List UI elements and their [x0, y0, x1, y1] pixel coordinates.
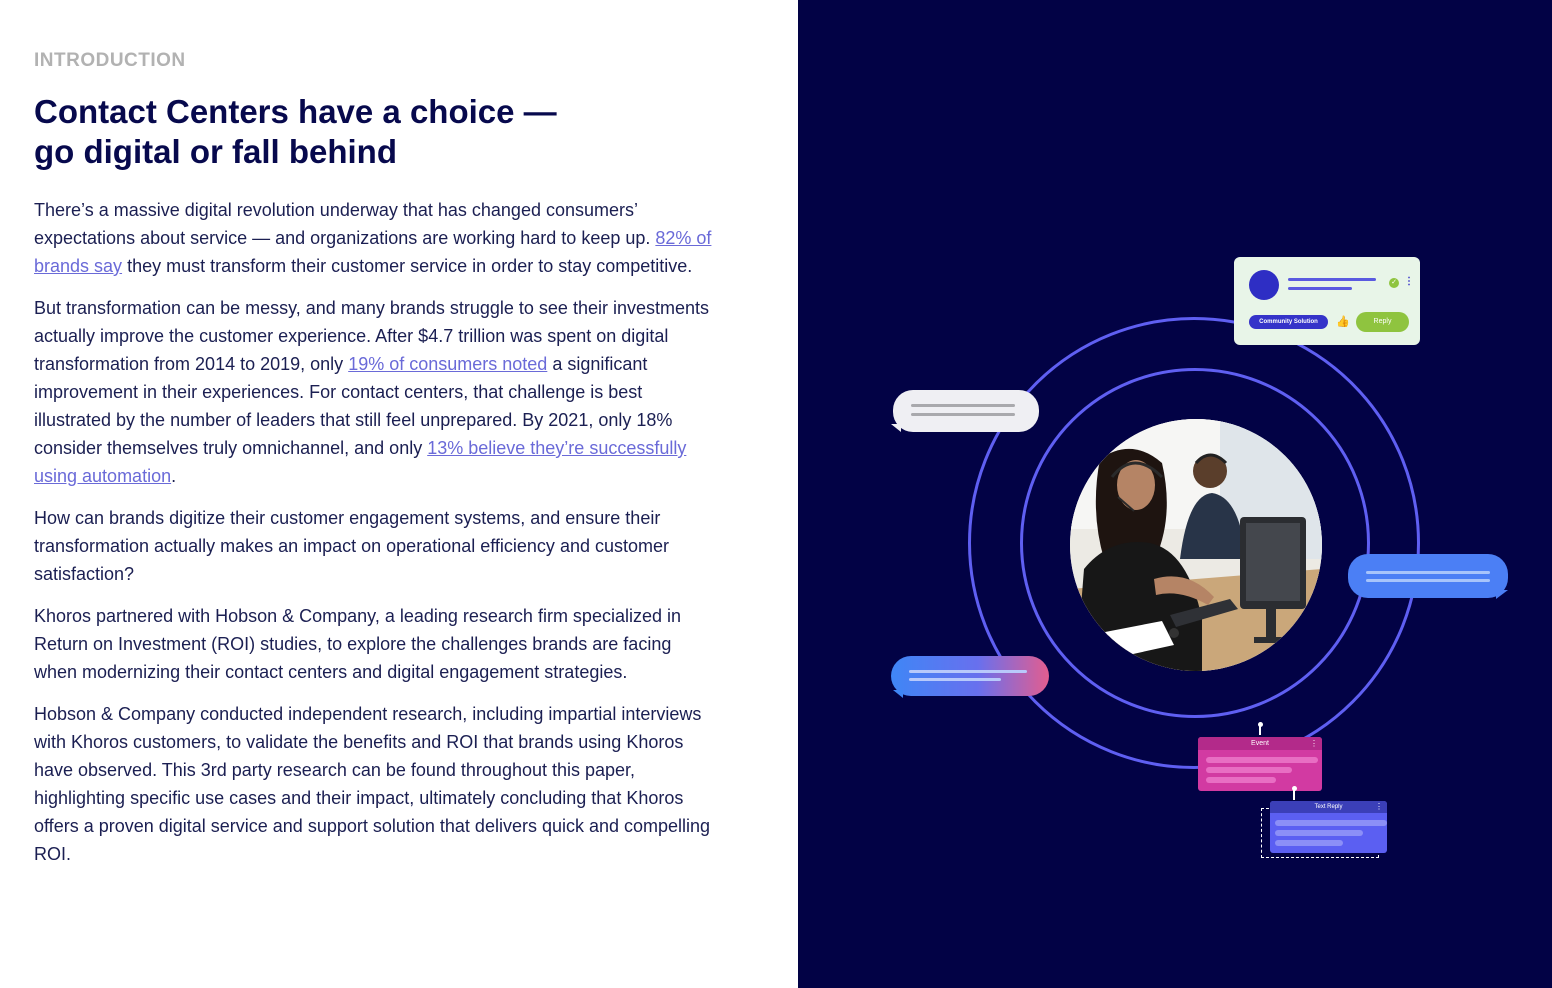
- community-solution-tag: Community Solution: [1249, 315, 1328, 329]
- more-icon: ⋮: [1310, 739, 1318, 748]
- text-reply-label: Text Reply: [1314, 804, 1343, 810]
- bubble-line: [911, 404, 1015, 407]
- paragraph-2-text-middle: a significant improvement in their experiences. For contact centers, that challenge is best illustrated by the number of leaders that still feel unprepared. By 2021, only 18% consider themselves truly omnichannel, and only: [34, 354, 673, 458]
- link-82-percent-brands[interactable]: 82% of brands say: [34, 228, 712, 276]
- text-reply-header: [1270, 801, 1387, 813]
- thumbs-up-icon[interactable]: 👍: [1336, 316, 1350, 328]
- bubble-line: [911, 413, 1015, 416]
- bubble-line: [909, 670, 1027, 673]
- link-19-percent-consumers[interactable]: 19% of consumers noted: [348, 354, 548, 374]
- body-text: [34, 196, 714, 882]
- node-line: [1206, 757, 1318, 763]
- bubble-tail: [893, 690, 903, 698]
- bubble-tail: [1496, 590, 1508, 599]
- community-card: [1234, 257, 1420, 345]
- node-line: [1206, 767, 1292, 773]
- bubble-tail: [891, 424, 901, 432]
- chat-bubble-grey: [893, 390, 1039, 432]
- more-icon: ⋮: [1375, 802, 1383, 811]
- agents-photo: [1070, 419, 1322, 671]
- card-line: [1288, 287, 1352, 290]
- event-node-label: Event: [1251, 740, 1269, 747]
- node-line: [1275, 840, 1343, 846]
- paragraph-2-text: But transformation can be messy, and many brands struggle to see their investments actually improve the customer experience. After $4.7 trillion was spent on digital transformation from 2014 to 2019, only: [34, 298, 709, 374]
- connector-line: [1259, 724, 1261, 735]
- reply-button[interactable]: Reply: [1356, 312, 1409, 332]
- node-line: [1206, 777, 1276, 783]
- node-line: [1275, 830, 1363, 836]
- paragraph-1-text-end: they must transform their customer service in order to stay competitive.: [122, 256, 693, 276]
- text-reply-node: [1270, 801, 1387, 853]
- title-line-2: go digital or fall behind: [34, 133, 397, 170]
- chat-bubble-blue: [1348, 554, 1508, 598]
- section-eyebrow: INTRODUCTION: [34, 50, 186, 71]
- check-icon: ✓: [1389, 278, 1399, 288]
- event-node: [1198, 737, 1322, 791]
- contact-center-agents-illustration: [1070, 419, 1322, 671]
- connector-dot: [1292, 786, 1297, 791]
- bubble-line: [1366, 571, 1490, 574]
- paragraph-4: Khoros partnered with Hobson & Company, a leading research firm specialized in Return on Investment (ROI) studies, to explore the challenges brands are facing when modernizing their contact centers and digital engagement strategies.: [34, 606, 681, 682]
- bubble-line: [909, 678, 1001, 681]
- page-title: [34, 92, 734, 172]
- paragraph-1-text: There’s a massive digital revolution underway that has changed consumers’ expectations about service — and organizations are working hard to keep up.: [34, 200, 656, 248]
- more-icon[interactable]: ⋮: [1404, 276, 1414, 287]
- paragraph-5: Hobson & Company conducted independent research, including impartial interviews with Khoros customers, to validate the benefits and ROI that brands using Khoros have observed. This 3rd party research can be found throughout this paper, highlighting specific use cases and their impact, ultimately concluding that Khoros offers a proven digital service and support solution that delivers quick and compelling ROI.: [34, 704, 711, 864]
- paragraph-2: [34, 294, 714, 490]
- link-13-percent-automation[interactable]: 13% believe they’re successfully using automation: [34, 438, 687, 486]
- event-node-header: [1198, 737, 1322, 750]
- bubble-line: [1366, 579, 1490, 582]
- chat-bubble-gradient: [891, 656, 1049, 696]
- paragraph-2-text-end: .: [171, 466, 177, 486]
- node-line: [1275, 820, 1387, 826]
- paragraph-1: [34, 196, 714, 280]
- illustration-panel: [798, 0, 1552, 988]
- card-line: [1288, 278, 1376, 281]
- title-line-1: Contact Centers have a choice —: [34, 93, 557, 130]
- paragraph-3: How can brands digitize their customer engagement systems, and ensure their transformation actually makes an impact on operational efficiency and customer satisfaction?: [34, 508, 669, 584]
- avatar: [1249, 270, 1279, 300]
